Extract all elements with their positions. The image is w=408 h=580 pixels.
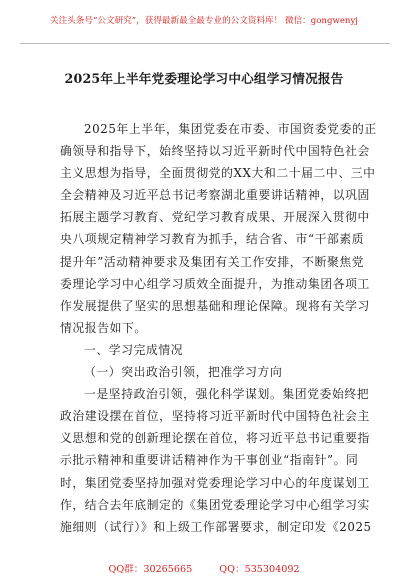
document-title: 2025年上半年党委理论学习中心组学习情况报告: [64, 71, 344, 86]
body-line: 提升年”活动精神要求及集团有关工作安排，不断聚焦党: [60, 254, 365, 269]
body-line: （一）突出政治引领，把准学习方向: [84, 365, 283, 380]
body-line: 一、学习完成情况: [84, 342, 184, 357]
body-line: 义思想和党的创新理论摆在首位，将习近平总书记重要指: [60, 431, 370, 446]
body-line: 全会精神及习近平总书记考察湖北重要讲话精神，以巩固: [60, 188, 370, 203]
body-line: 情况报告如下。: [60, 320, 147, 335]
body-line: 作，结合去年底制定的《集团党委理论学习中心组学习实: [60, 497, 370, 512]
body-line: 委理论学习中心组学习质效全面提升，为推动集团各项工: [60, 276, 370, 291]
body-line: 确领导和指导下，始终坚持以习近平新时代中国特色社会: [60, 144, 370, 159]
promo-header: 关注头条号“公文研究”，获得最新最全最专业的公文资料库！ 微信：gongwenyj: [50, 16, 358, 26]
body-line: 作发展提供了坚实的思想基础和理论保障。现将有关学习: [60, 298, 370, 313]
body-line: 施细则（试行）》和上级工作部署要求，制定印发《2025: [60, 519, 372, 534]
body-line: 时，集团党委坚持加强对党委理论学习中心的年度谋划工: [60, 475, 370, 490]
document-body: [60, 118, 377, 538]
body-line: 一是坚持政治引领，强化科学谋划。集团党委始终把: [84, 387, 370, 402]
qq-contact-number: QQ：535304092: [219, 564, 300, 575]
qq-group-number: QQ群：30265665: [108, 564, 193, 575]
header-divider: [20, 43, 390, 44]
body-line: 2025年上半年，集团党委在市委、市国资委党委的正: [84, 122, 377, 136]
body-line: 主义思想为指导，全面贯彻党的XX大和二十届二中、三中: [60, 166, 376, 181]
body-line: 示批示精神和重要讲话精神作为干事创业“指南针”。同: [60, 453, 359, 468]
body-line: 央八项规定精神学习教育为抓手，结合省、市“干部素质: [60, 232, 365, 247]
body-line: 政治建设摆在首位，坚持将习近平新时代中国特色社会主: [60, 409, 370, 424]
body-line: 拓展主题学习教育、党纪学习教育成果、开展深入贯彻中: [60, 210, 370, 225]
promo-footer: [0, 561, 408, 575]
